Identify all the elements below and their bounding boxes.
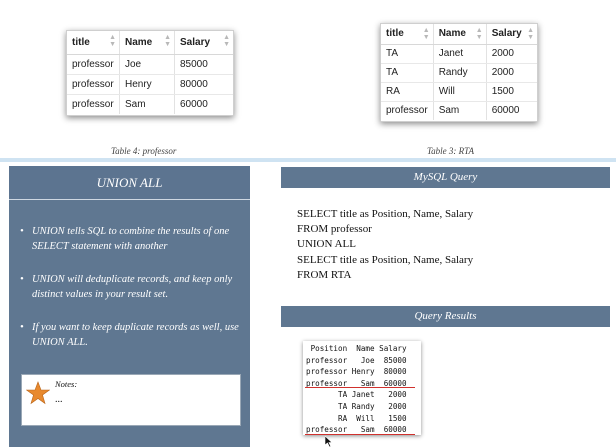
col-header-salary[interactable]: Salary ▲ ▼ bbox=[486, 24, 537, 44]
cell: professor bbox=[67, 74, 120, 94]
cell: Joe bbox=[120, 54, 175, 74]
query-line: FROM RTA bbox=[297, 268, 352, 281]
results-header: Query Results bbox=[281, 306, 610, 327]
col-header-salary[interactable]: Salary ▲ ▼ bbox=[175, 31, 234, 54]
cell: Sam bbox=[433, 101, 486, 120]
highlight-underline bbox=[305, 387, 415, 388]
result-row: professor Sam 60000 bbox=[306, 378, 407, 388]
cell: 80000 bbox=[175, 74, 234, 94]
result-row: professor Sam 60000 bbox=[306, 425, 407, 435]
cell: 1500 bbox=[486, 82, 537, 101]
sort-icon[interactable]: ▲ ▼ bbox=[475, 27, 483, 41]
section-divider bbox=[0, 158, 616, 162]
col-header-name[interactable]: Name ▲ ▼ bbox=[120, 31, 175, 54]
sort-icon[interactable]: ▲ ▼ bbox=[164, 34, 171, 48]
bullet-list bbox=[20, 224, 242, 368]
query-line: SELECT title as Position, Name, Salary bbox=[297, 253, 474, 266]
cell: Janet bbox=[433, 44, 486, 63]
sort-icon[interactable]: ▲ ▼ bbox=[109, 34, 116, 48]
professor-table bbox=[66, 30, 234, 116]
result-row: professor Henry 80000 bbox=[306, 367, 407, 377]
col-header-title[interactable]: title ▲ ▼ bbox=[381, 24, 433, 44]
cell: Randy bbox=[433, 63, 486, 82]
result-row: RA Will 1500 bbox=[306, 413, 407, 423]
table-row bbox=[381, 101, 537, 120]
col-header-title[interactable]: title ▲ ▼ bbox=[67, 31, 120, 54]
table-row bbox=[381, 44, 537, 63]
cell: RA bbox=[381, 82, 433, 101]
bullet-dot-icon: • bbox=[20, 226, 24, 237]
star-icon bbox=[26, 381, 50, 405]
table-row bbox=[67, 54, 233, 74]
query-line: UNION ALL bbox=[297, 238, 356, 251]
cell: professor bbox=[381, 101, 433, 120]
table-row bbox=[67, 94, 233, 114]
cell: TA bbox=[381, 63, 433, 82]
sort-icon[interactable]: ▲ ▼ bbox=[223, 34, 230, 48]
bullet-text: If you want to keep duplicate records as well, use UNION ALL. bbox=[32, 322, 239, 348]
notes-label: Notes: bbox=[55, 379, 78, 389]
query-line: FROM professor bbox=[297, 223, 372, 236]
sort-icon[interactable]: ▲ ▼ bbox=[422, 27, 430, 41]
sql-query bbox=[297, 207, 473, 283]
cell: Henry bbox=[120, 74, 175, 94]
rta-table bbox=[380, 23, 538, 122]
cell: 60000 bbox=[180, 98, 208, 110]
cell: professor bbox=[67, 94, 120, 114]
result-row: professor Joe 85000 bbox=[306, 355, 407, 365]
highlight-underline bbox=[305, 434, 415, 435]
query-header: MySQL Query bbox=[281, 167, 610, 188]
result-row: TA Randy 2000 bbox=[306, 401, 407, 411]
cell: 60000 bbox=[491, 105, 520, 117]
bullet-dot-icon: • bbox=[20, 274, 24, 285]
bullet-item bbox=[20, 272, 242, 302]
cell: professor bbox=[67, 54, 120, 74]
query-results bbox=[303, 341, 421, 435]
panel-title: UNION ALL bbox=[9, 166, 250, 200]
notes-box[interactable] bbox=[21, 374, 241, 426]
bullet-item bbox=[20, 320, 242, 350]
results-output bbox=[303, 341, 421, 436]
cell: Sam bbox=[120, 94, 175, 114]
cell: Will bbox=[433, 82, 486, 101]
bullet-dot-icon: • bbox=[20, 322, 24, 333]
notes-text[interactable]: ... bbox=[55, 394, 63, 405]
professor-table-caption: Table 4: professor bbox=[111, 146, 177, 156]
table-row bbox=[381, 63, 537, 82]
table-row bbox=[381, 82, 537, 101]
col-header-name[interactable]: Name ▲ ▼ bbox=[433, 24, 486, 44]
table-row bbox=[67, 74, 233, 94]
bullet-text: UNION will deduplicate records, and keep only distinct values in your result set. bbox=[32, 274, 233, 300]
cell: TA bbox=[381, 44, 433, 63]
mouse-cursor-icon bbox=[325, 436, 333, 447]
sort-icon[interactable]: ▲ ▼ bbox=[527, 27, 534, 41]
cell: 2000 bbox=[486, 44, 537, 63]
bullet-text: UNION tells SQL to combine the results of one SELECT statement with another bbox=[32, 226, 230, 252]
cell: 2000 bbox=[486, 63, 537, 82]
query-line: SELECT title as Position, Name, Salary bbox=[297, 208, 474, 220]
bullet-item bbox=[20, 224, 242, 254]
result-row: Position Name Salary bbox=[306, 344, 407, 353]
rta-table-caption: Table 3: RTA bbox=[427, 146, 475, 156]
result-row: TA Janet 2000 bbox=[306, 390, 407, 400]
cell: 85000 bbox=[175, 54, 234, 74]
